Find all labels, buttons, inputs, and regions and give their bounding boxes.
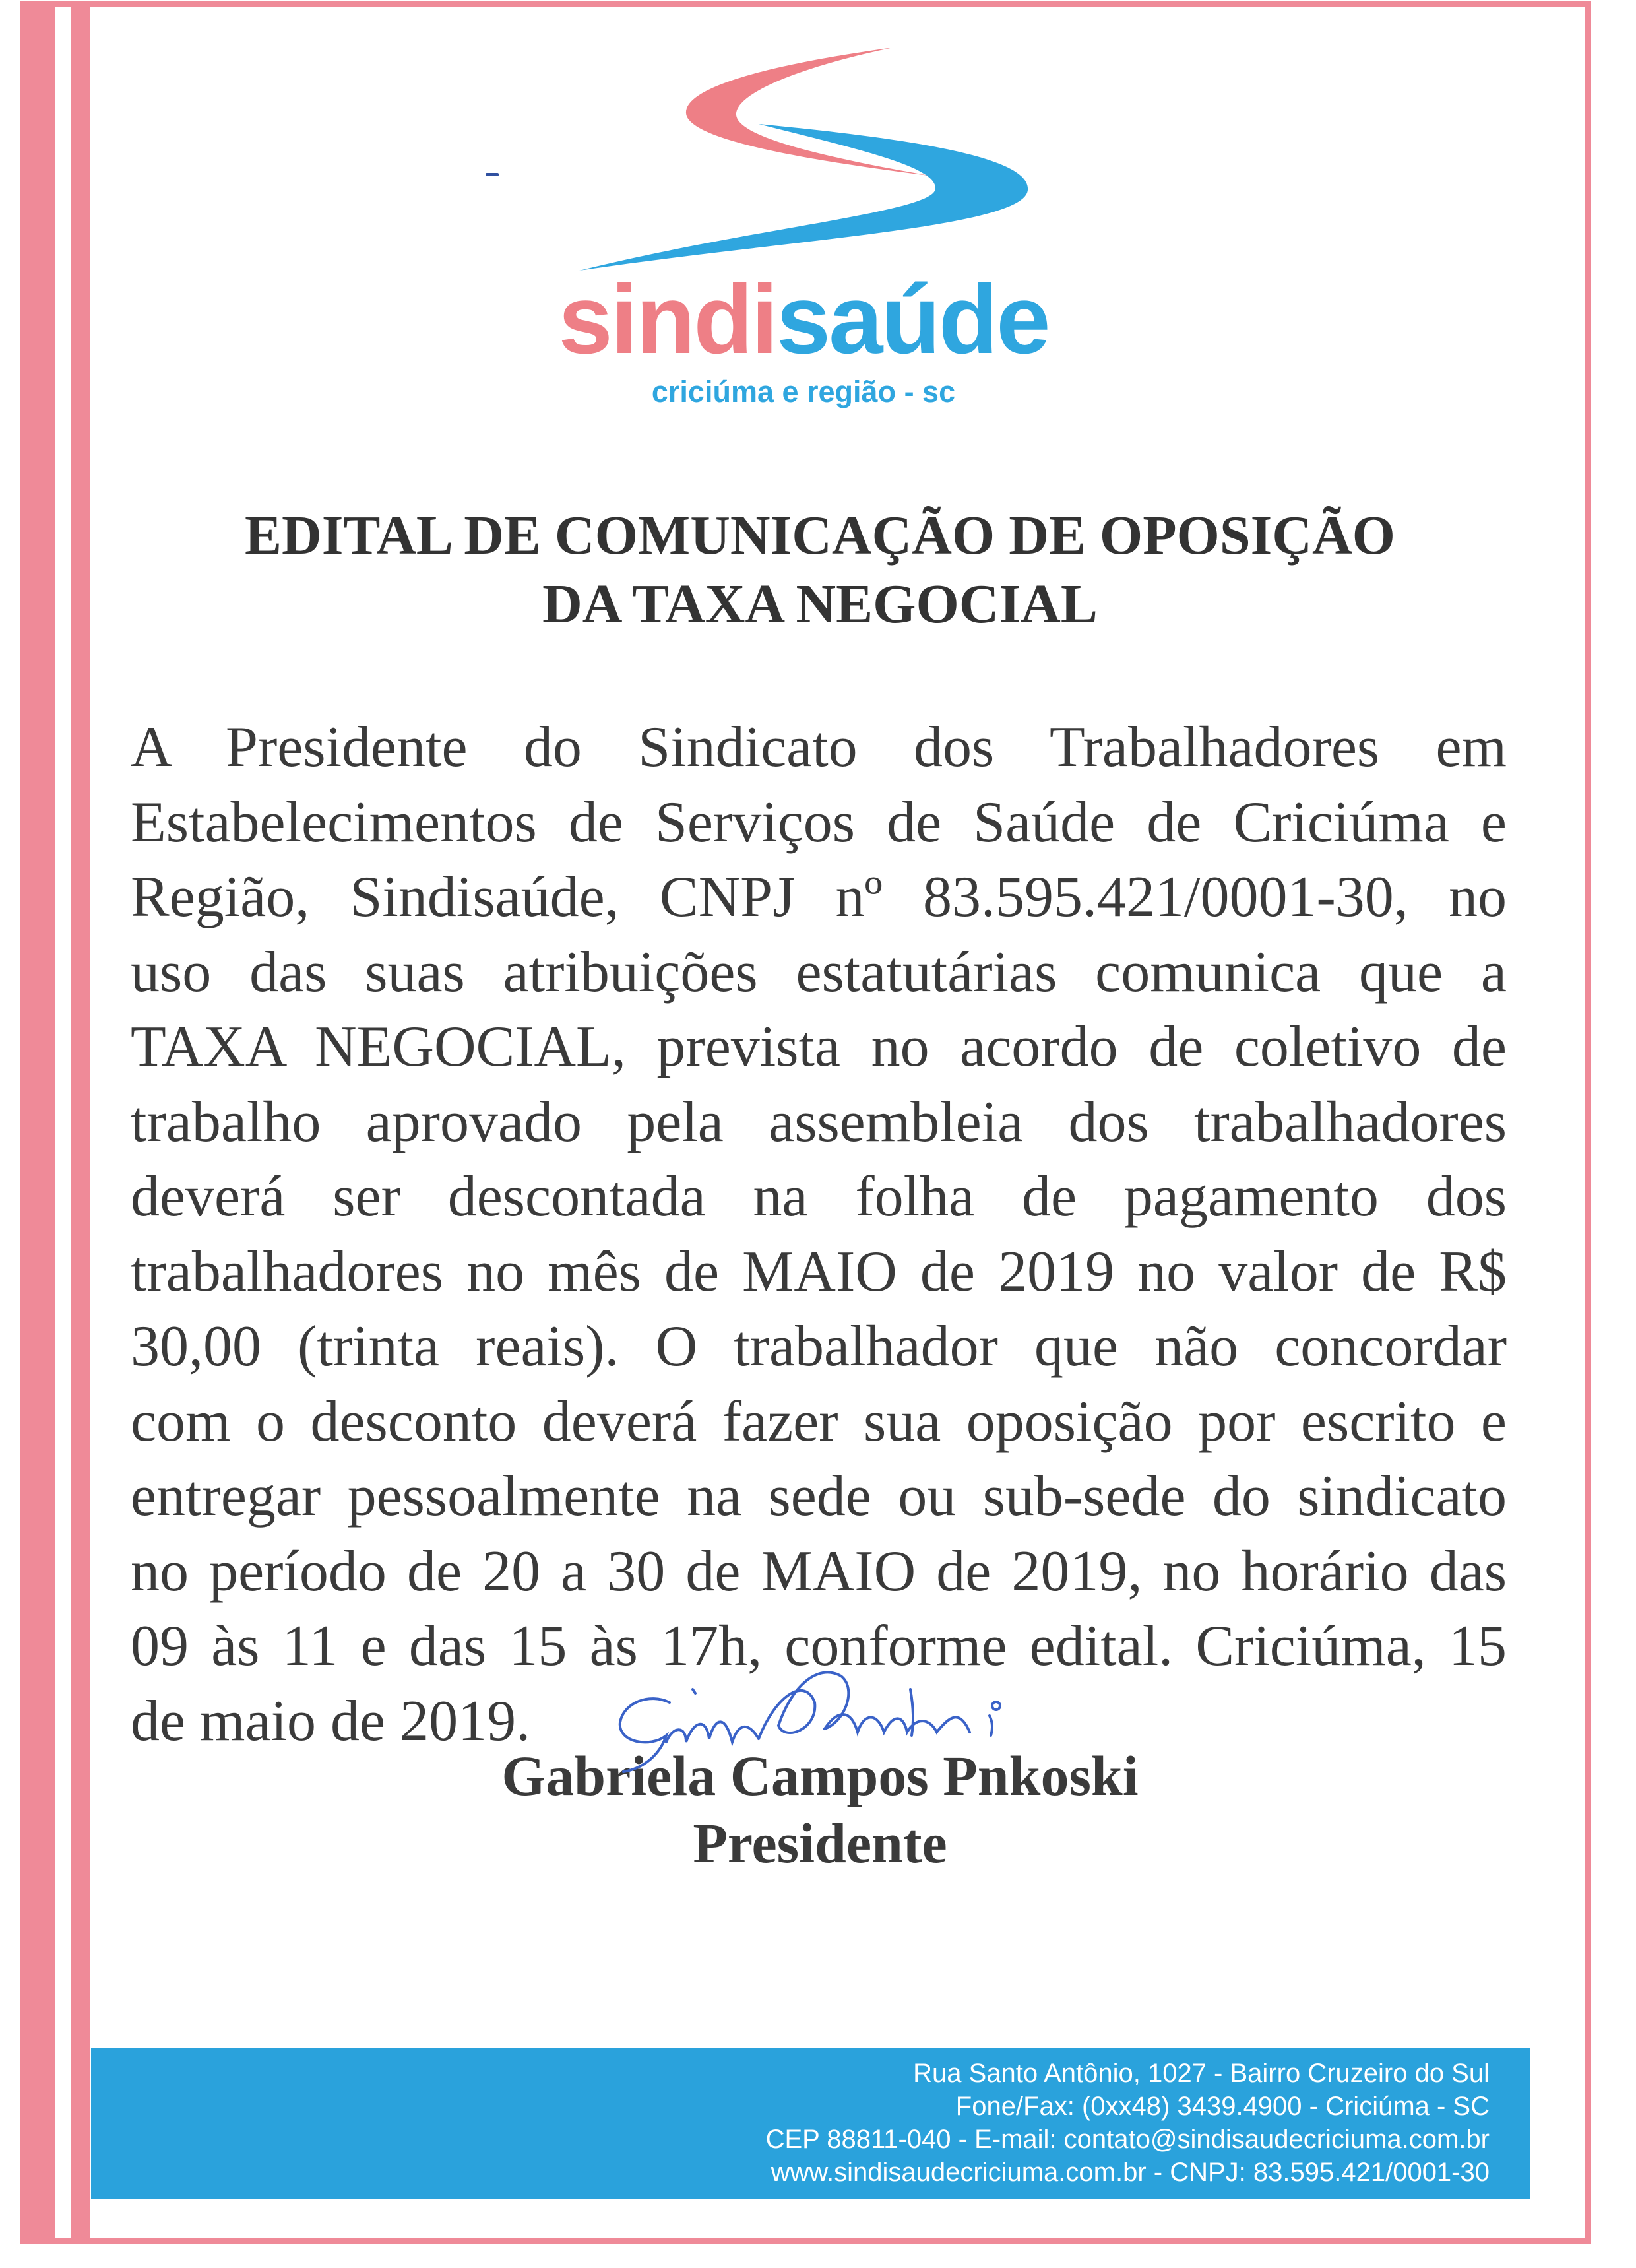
footer-address: Rua Santo Antônio, 1027 - Bairro Cruzeiro do Sul (913, 2059, 1490, 2088)
body-line: deverá ser descontada na folha de pagamento dos (131, 1165, 1507, 1229)
title-line-2: DA TAXA NEGOCIAL (542, 573, 1098, 635)
body-line: com o desconto deverá fazer sua oposição por escrito e (131, 1389, 1507, 1454)
footer-email[interactable]: CEP 88811-040 - E-mail: contato@sindisaudecriciuma.com.br (765, 2125, 1490, 2154)
footer-website[interactable]: www.sindisaudecriciuma.com.br - CNPJ: 83.595.421/0001-30 (771, 2158, 1490, 2187)
footer-contact-info (766, 2057, 1490, 2189)
logo-wordmark (0, 267, 1607, 373)
body-line: 09 às 11 e das 15 às 17h, conforme edital. Criciúma, 15 (131, 1614, 1507, 1678)
body-line: uso das suas atribuições estatutárias comunica que a (131, 940, 1507, 1004)
body-text (131, 710, 1507, 1759)
body-line: Região, Sindisaúde, CNPJ nº 83.595.421/0001-30, no (131, 865, 1507, 929)
signatory-name: Gabriela Campos Pnkoski (501, 1744, 1139, 1807)
body-line: A Presidente do Sindicato dos Trabalhadores em (131, 715, 1507, 779)
body-line: de maio de 2019. (131, 1689, 531, 1753)
body-line: Estabelecimentos de Serviços de Saúde de Criciúma e (131, 790, 1507, 855)
body-line: entregar pessoalmente na sede ou sub-sede do sindicato (131, 1464, 1507, 1528)
logo-wordmark-sindi: sindi (558, 265, 776, 374)
signature-block (132, 1742, 1508, 1877)
footer-phone: Fone/Fax: (0xx48) 3439.4900 - Criciúma - SC (955, 2092, 1490, 2121)
scan-mark (486, 173, 499, 176)
signatory-role: Presidente (693, 1811, 947, 1875)
body-line: no período de 20 a 30 de MAIO de 2019, no horário das (131, 1539, 1507, 1604)
document-title (132, 502, 1508, 639)
logo-s-blue (579, 124, 1028, 271)
logo-wordmark-saude: saúde (776, 265, 1049, 374)
title-line-1: EDITAL DE COMUNICAÇÃO DE OPOSIÇÃO (245, 505, 1395, 566)
body-line: TAXA NEGOCIAL, prevista no acordo de coletivo de (131, 1015, 1507, 1079)
logo-s-icon (0, 0, 1636, 304)
footer-contact-band (91, 2048, 1530, 2199)
body-line: trabalhadores no mês de MAIO de 2019 no valor de R$ (131, 1239, 1507, 1304)
body-line: 30,00 (trinta reais). O trabalhador que não concordar (131, 1314, 1507, 1378)
body-line: trabalho aprovado pela assembleia dos trabalhadores (131, 1089, 1507, 1154)
logo-subtitle: criciúma e região - sc (651, 375, 956, 408)
border-bottom (20, 2238, 1591, 2244)
